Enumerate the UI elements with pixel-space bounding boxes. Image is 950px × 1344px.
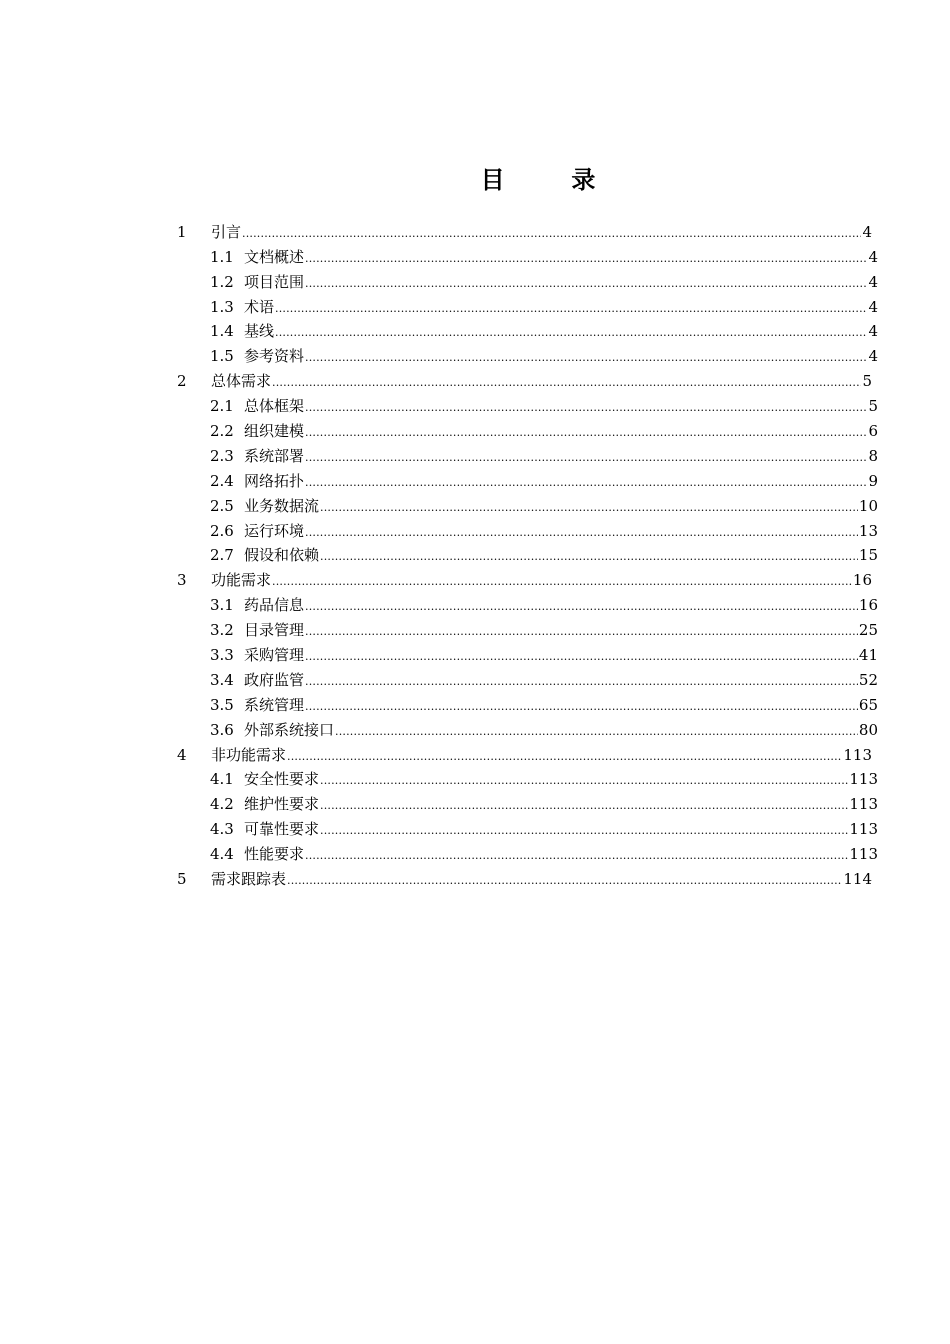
toc-dot-leader [320,767,848,791]
toc-entry[interactable] [0,742,950,767]
toc-entry-number: 3 [177,571,187,590]
toc-entry-number: 2.6 [210,521,234,540]
toc-entry-page-number: 4 [868,297,878,316]
toc-entry-label: 参考资料 [244,347,305,366]
toc-dot-leader [305,394,867,418]
toc-entry-number: 4.3 [210,820,234,839]
toc-entry-label: 性能要求 [244,845,305,864]
toc-entry-page-number: 113 [849,770,878,789]
toc-entry[interactable] [0,319,950,344]
toc-entry-page-number: 10 [858,496,878,515]
toc-entry-number: 4 [177,745,187,764]
toc-entry[interactable] [0,692,950,717]
toc-entry-label: 业务数据流 [244,496,320,515]
toc-entry[interactable] [0,294,950,319]
toc-entry-label: 总体框架 [244,397,305,416]
toc-title: 目 录 [480,166,596,194]
toc-entry-number: 4.4 [210,845,234,864]
toc-entry-number: 2.1 [210,397,234,416]
toc-entry[interactable] [0,443,950,468]
toc-entry-page-number: 4 [868,272,878,291]
toc-entry[interactable] [0,244,950,269]
toc-dot-leader [305,444,867,468]
toc-entry-page-number: 114 [843,870,872,889]
toc-entry-label: 需求跟踪表 [211,870,287,889]
toc-entry-number: 3.3 [210,646,234,665]
toc-entry[interactable] [0,493,950,518]
toc-entry-label: 安全性要求 [244,770,320,789]
toc-entry-page-number: 80 [858,720,878,739]
toc-dot-leader [305,270,867,294]
toc-entry-number: 2.5 [210,496,234,515]
toc-entry-number: 1.5 [210,347,234,366]
toc-entry[interactable] [0,269,950,294]
toc-entry[interactable] [0,393,950,418]
toc-entry-page-number: 16 [858,596,878,615]
toc-entry-label: 组织建模 [244,422,305,441]
toc-dot-leader [287,743,842,767]
toc-entry-label: 总体需求 [211,372,272,391]
toc-entry-label: 系统部署 [244,446,305,465]
toc-entry-page-number: 113 [849,795,878,814]
toc-entry-label: 功能需求 [211,571,272,590]
toc-entry-page-number: 6 [868,422,878,441]
toc-dot-leader [320,817,848,841]
toc-entry[interactable] [0,717,950,742]
toc-entry-page-number: 113 [849,845,878,864]
toc-entry-label: 政府监管 [244,670,305,689]
toc-entry[interactable] [0,468,950,493]
toc-entry-number: 3.2 [210,621,234,640]
toc-entry-page-number: 4 [862,222,872,241]
toc-entry-page-number: 8 [868,446,878,465]
toc-entry-number: 4.2 [210,795,234,814]
toc-entry[interactable] [0,767,950,792]
toc-entry[interactable] [0,368,950,393]
toc-dot-leader [335,718,858,742]
toc-entry-number: 3.4 [210,670,234,689]
toc-dot-leader [272,369,861,393]
toc-dot-leader [320,543,858,567]
toc-entry[interactable] [0,667,950,692]
toc-entry-label: 药品信息 [244,596,305,615]
toc-dot-leader [305,693,858,717]
toc-entry-page-number: 4 [868,322,878,341]
toc-entry-label: 非功能需求 [211,745,287,764]
toc-entry-number: 2.3 [210,446,234,465]
toc-entry-page-number: 13 [858,521,878,540]
toc-entry-number: 1 [177,222,187,241]
toc-entry[interactable] [0,567,950,592]
toc-entry-label: 项目范围 [244,272,305,291]
toc-entry-number: 4.1 [210,770,234,789]
toc-dot-leader [305,344,867,368]
toc-entry-label: 术语 [244,297,275,316]
toc-entry-number: 1.1 [210,247,234,266]
toc-entry-label: 外部系统接口 [244,720,335,739]
toc-entry-label: 目录管理 [244,621,305,640]
toc-entry-page-number: 4 [868,247,878,266]
toc-dot-leader [305,419,867,443]
toc-entry-page-number: 113 [849,820,878,839]
toc-entry-label: 维护性要求 [244,795,320,814]
toc-entry-number: 3.1 [210,596,234,615]
toc-entry[interactable] [0,791,950,816]
toc-entry-number: 3.5 [210,695,234,714]
toc-entry-page-number: 25 [858,621,878,640]
toc-entry-page-number: 65 [858,695,878,714]
toc-dot-leader [242,220,861,244]
toc-entry-page-number: 9 [868,471,878,490]
toc-entry-page-number: 52 [858,670,878,689]
toc-dot-leader [305,593,858,617]
toc-entry-number: 3.6 [210,720,234,739]
toc-dot-leader [320,792,848,816]
toc-list [0,219,950,891]
toc-dot-leader [275,295,867,319]
toc-dot-leader [305,519,858,543]
toc-entry-number: 2.2 [210,422,234,441]
toc-entry[interactable] [0,866,950,891]
toc-entry[interactable] [0,642,950,667]
toc-entry-number: 2.7 [210,546,234,565]
toc-entry-label: 文档概述 [244,247,305,266]
toc-entry[interactable] [0,418,950,443]
toc-entry-label: 基线 [244,322,275,341]
toc-entry[interactable] [0,518,950,543]
toc-entry-label: 网络拓扑 [244,471,305,490]
toc-entry-label: 引言 [211,222,242,241]
toc-entry-label: 采购管理 [244,646,305,665]
toc-entry-page-number: 5 [868,397,878,416]
toc-entry-label: 可靠性要求 [244,820,320,839]
toc-dot-leader [275,319,867,343]
toc-dot-leader [305,842,848,866]
toc-entry-label: 系统管理 [244,695,305,714]
toc-entry-number: 2 [177,372,187,391]
toc-entry[interactable] [0,219,950,244]
toc-entry[interactable] [0,617,950,642]
toc-dot-leader [305,245,867,269]
toc-entry-label: 假设和依赖 [244,546,320,565]
toc-entry-number: 1.3 [210,297,234,316]
toc-entry-page-number: 41 [858,646,878,665]
toc-entry-number: 1.4 [210,322,234,341]
toc-entry-number: 5 [177,870,187,889]
toc-entry-page-number: 5 [862,372,872,391]
toc-dot-leader [305,643,858,667]
toc-entry[interactable] [0,343,950,368]
toc-entry-number: 2.4 [210,471,234,490]
toc-entry-page-number: 4 [868,347,878,366]
toc-dot-leader [305,668,858,692]
toc-entry[interactable] [0,592,950,617]
toc-dot-leader [320,494,858,518]
toc-entry-page-number: 16 [852,571,872,590]
toc-dot-leader [305,618,858,642]
toc-dot-leader [287,867,842,891]
toc-dot-leader [305,469,867,493]
toc-entry[interactable] [0,543,950,568]
toc-entry[interactable] [0,816,950,841]
toc-entry-label: 运行环境 [244,521,305,540]
toc-entry[interactable] [0,841,950,866]
toc-entry-number: 1.2 [210,272,234,291]
toc-entry-page-number: 15 [858,546,878,565]
toc-entry-page-number: 113 [843,745,872,764]
toc-dot-leader [272,568,852,592]
